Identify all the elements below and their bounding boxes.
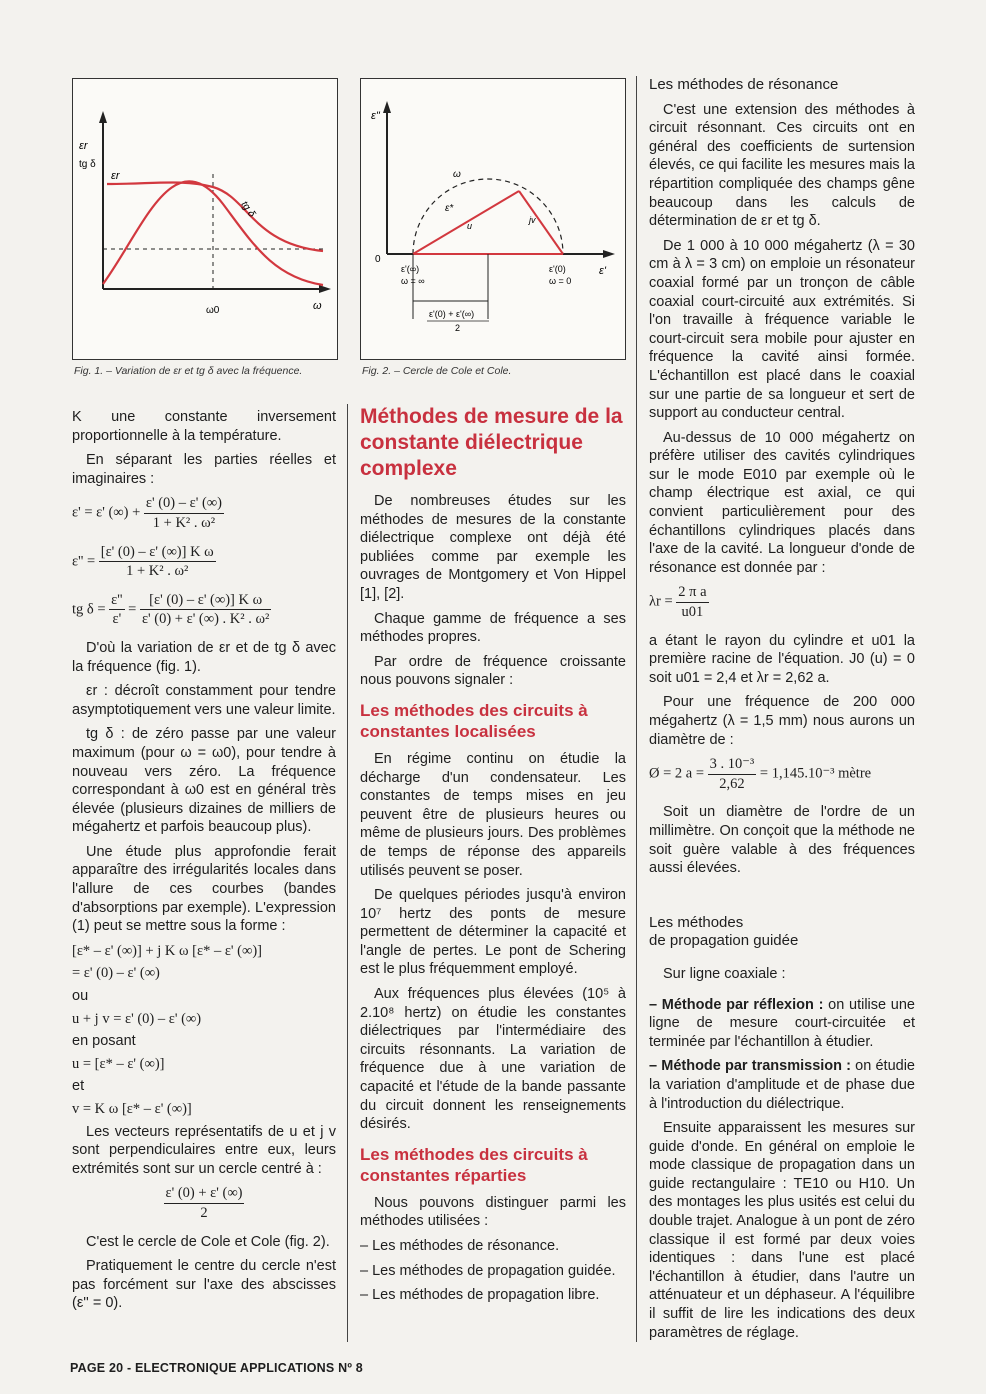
figure-1 [72,78,338,360]
list-item: – Les méthodes de résonance. [360,1238,560,1254]
fig2-vector-e [413,191,519,254]
subsection-resonance: Les méthodes de résonance [649,76,839,93]
col1-p9: Pratiquement le centre du cercle n'est pas forcément sur l'axe des abscisses (ε'' = 0). [72,1258,336,1312]
col1-p6: Une étude plus approfondie ferait apparaître des irrégularités locales dans l'allure de ces courbes (bandes d'absorptions par exemple). L'expression (1) peut se mettre sous la forme : [72,843,336,935]
column-3 [649,76,915,1348]
fig1-epsilon-curve [107,182,323,251]
fig1-curve-label-1: εr [111,170,120,182]
col1-l1: [ε* – ε' (∞)] + j K ω [ε* – ε' (∞)] [72,942,262,959]
col1-p7: Les vecteurs représentatifs de u et j v sont perpendiculaires entre eux, leurs extrémités sont sur un cercle centré à : [72,1123,336,1177]
col2-p1: De nombreuses études sur les méthodes de mesures de la constante diélectrique complexe ont déjà été publiées comme par exemple les ouvrages de Montgomery et Von Hippel [1], [2]. [360,493,626,602]
col2-p5: De quelques périodes jusqu'à environ 10⁷ hertz des ponts de mesure permettent de déterminer la capacité et l'angle de pertes. Le pont de Schering est le plus fréquemment employé. [360,887,626,978]
col3-p5: Pour une fréquence de 200 000 mégahertz (λ = 1,5 mm) nous aurons un diamètre de : [649,694,915,748]
fig2-left-sub: ω = ∞ [401,276,425,286]
fig2-center-num: ε'(0) + ε'(∞) [429,309,475,319]
section-heading-reparties: Les méthodes des circuits à constantes réparties [360,1144,588,1185]
col1-p8: C'est le cercle de Cole et Cole (fig. 2). [86,1233,330,1250]
fig1-x-tick: ω0 [206,305,220,316]
fig2-caption: Fig. 2. – Cercle de Cole et Cole. [362,365,512,377]
col1-p4: εr : décroît constamment pour tendre asymptotiquement vers une valeur limite. [72,683,336,718]
fig1-curve-label-2: tg δ [238,199,258,220]
col3-p3: Au-dessus de 10 000 mégahertz on préfère utiliser des cavités cylindriques sur le mode E010 par exemple où le champ électrique est axial, ce qui convient particulièrement pour des échantillons cylindriques placés dans l'axe de la cavité. La longueur d'onde de résonance est donnée par : [649,429,915,576]
col3-p2: De 1 000 à 10 000 mégahertz (λ = 30 cm à λ = 3 cm) on emploie un résonateur coaxial formé par un tronçon de câble coaxial court-circuité aux extrémités. Si l'on travaille à fréquence variable le court-circuit sera mobile pour ajuster en fréquence la cavité ainsi formée. L'échantillon est placé dans le coaxial sur une partie de sa longueur et sert de support au conducteur central. [649,237,915,422]
col1-p1: K une constante inversement proportionnelle à la température. [72,409,336,444]
col1-l5: en posant [72,1033,136,1050]
subsection-propagation-a: Les méthodes [649,913,744,931]
fig2-omega: ω [453,169,461,180]
figure-2 [360,78,626,360]
col3-p4: a étant le rayon du cylindre et u01 la première racine de l'équation. J0 (u) = 0 soit u01 = 2,4 et λr = 2,62 a. [649,632,915,686]
fig2-y-label: ε" [371,110,380,122]
col1-l6: u = [ε* – ε' (∞)] [72,1055,165,1072]
page-footer: PAGE 20 - ELECTRONIQUE APPLICATIONS Nº 8 [70,1361,363,1375]
fig2-origin: 0 [375,254,381,265]
section-heading-main: Méthodes de mesure de la constante diélectrique complexe [360,405,623,480]
fig1-axis-label-1: εr [79,140,88,152]
fig1-graph [73,79,337,359]
col1-l7: et [72,1078,85,1095]
fig2-x-label: ε' [599,265,606,277]
col1-l4: u + j v = ε' (0) – ε' (∞) [72,1010,202,1027]
col1-p3: D'où la variation de εr et de tg δ avec la fréquence (fig. 1). [72,639,336,675]
col2-p7: Nous pouvons distinguer parmi les méthodes utilisées : [360,1194,626,1230]
column-1 [72,408,336,1319]
col1-l3: ou [72,988,89,1005]
fig2-center-den: 2 [455,323,461,333]
fig2-cole-circle [413,179,563,254]
list-item: – Les méthodes de propagation guidée. [360,1262,616,1279]
col3-p8: – Méthode par réflexion : on utilise une ligne de mesure court-circuitée et terminée par l'échantillon à étudier. [649,996,915,1050]
fig2-right-sub: ω = 0 [549,276,572,286]
equation-1: ε' = ε' (∞) + $\frac{\varepsilon' (0) - \varepsilon' (\infty)}{\text{1 + K² . ω²}}$ [72,495,222,531]
col3-p9: – Méthode par transmission : on étudie la variation d'amplitude et de phase due à l'introduction du diélectrique. [649,1058,915,1112]
column-2 [360,404,626,1311]
col2-p4: En régime continu on étudie la décharge d'un condensateur. Les constantes de temps mises en jeu peuvent être de plusieurs heures ou même de plusieurs jours. Des problèmes de temps de réponse des appareils utilisés peuvent se poser. [360,750,626,879]
fig2-left-label: ε'(∞) [401,264,420,274]
col2-p2: Chaque gamme de fréquence a ses méthodes propres. [360,610,626,646]
equation-center: $\frac{\varepsilon' (0) + \varepsilon' (\infty)}{2}$ [165,1185,243,1221]
subsection-propagation-b: de propagation guidée [649,932,799,950]
column-divider-2 [636,76,637,1342]
col2-p6: Aux fréquences plus élevées (10⁵ à 2.10⁸ hertz) on étudie les constantes diélectriques par l'intermédiaire des circuits résonnants. La variation de fréquence due à une variation de capacité et l'étude de la bande passante du circuit donnent les renseignements désirés. [360,986,626,1133]
fig2-vec-u: u [467,221,473,231]
equation-2: ε'' = $\frac{\text{[ε' (0) – ε' (∞)] K ω}}{\text{1 + K² . ω²}}$ [72,543,214,580]
fig2-vec-e: ε* [445,203,454,214]
fig2-right-label: ε'(0) [549,264,566,274]
col3-p6: Soit un diamètre de l'ordre de un millimètre. On conçoit que la méthode ne soit guère valable à des fréquences aussi élevées. [649,804,915,877]
col2-p3: Par ordre de fréquence croissante nous pouvons signaler : [360,653,626,689]
fig2-vec-jv: jv [529,215,536,225]
section-heading-localisees: Les méthodes des circuits à constantes localisées [360,700,588,741]
fig1-x-label: ω [313,300,322,312]
column-divider-1 [347,404,348,1342]
col3-p7: Sur ligne coaxiale : [663,965,786,982]
col1-l2: = ε' (0) – ε' (∞) [72,965,160,982]
col3-p1: C'est une extension des méthodes à circuit résonnant. Ces circuits ont en général des coefficients de surtension élevés, ce qui facilite les mesures mais la répartition compliquée des champs gêne beaucoup dans les calculs de détermination de εr et tg δ. [649,101,915,230]
equation-lambda: λr = $\frac{\text{2 π a}}{u01}$ [649,584,707,621]
fig1-axis-label-2: tg δ [79,159,96,170]
fig2-graph [361,79,625,359]
equation-3: tg δ = $\frac{\varepsilon''}{\varepsilon'}$ = $\frac{\text{[ε' (0) – ε' (∞)] K ω}}{\text{ε' (0) + ε' (∞) . K² . ω²}}$ [72,591,270,628]
col3-p10: Ensuite apparaissent les mesures sur guide d'onde. En général on emploie le mode classique de propagation dans un guide rectangulaire : TE10 ou H10. Un des montages les plus usités est celui du double trajet. Analogue à un pont de zéro classique il est formé par deux voies identiques : dans l'une est placé l'échantillon à étudier, dans l'autre un atténuateur et un déphaseur. A l'équilibre il suffit de lire les indications des deux paramètres de réglage. [649,1120,915,1341]
col1-l8: v = K ω [ε* – ε' (∞)] [72,1101,192,1117]
equation-diameter: Ø = 2 a = $\frac{\text{3 . 10⁻³}}{2,62}$ = 1,145.10⁻³ mètre [649,756,872,792]
col1-p2: En séparant les parties réelles et imaginaires : [72,452,336,487]
fig1-caption: Fig. 1. – Variation de εr et tg δ avec la fréquence. [74,365,303,377]
col1-p5: tg δ : de zéro passe par une valeur maximum (pour ω = ω0), pour tendre à nouveau vers zéro. La fréquence correspondant à ω0 est en général très élevée (plusieurs dizaines de milliers de mégahertz et parfois beaucoup plus). [72,726,336,836]
list-item: – Les méthodes de propagation libre. [360,1287,600,1304]
